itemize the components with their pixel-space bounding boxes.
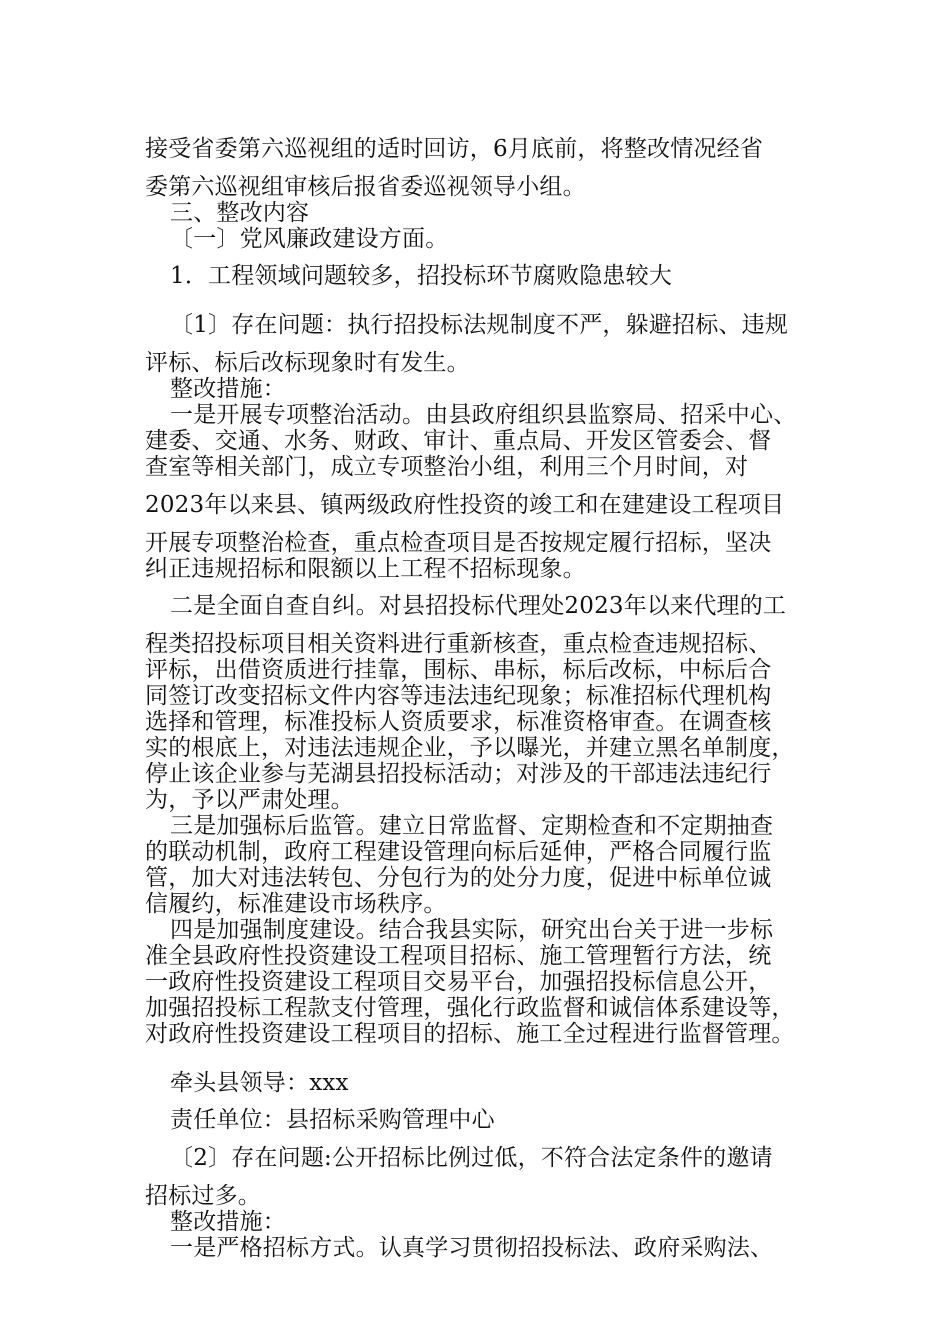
paragraph-line: 接受省委第六巡视组的适时回访，6月底前，将整改情况经省 (145, 136, 764, 162)
paragraph-line: 加强招投标工程款支付管理，强化行政监督和诚信体系建设等， (145, 995, 795, 1021)
paragraph-line: 一是开展专项整治活动。由县政府组织县监察局、招采中心、 (170, 402, 797, 428)
paragraph-line: 的联动机制，政府工程建设管理向标后延伸，严格合同履行监 (145, 839, 772, 865)
paragraph-line: 招标过多。 (145, 1183, 261, 1209)
paragraph-line: 2023年以来县、镇两级政府性投资的竣工和在建建设工程项目 (145, 492, 785, 518)
subsection-heading: 〔一〕党风廉政建设方面。 (170, 226, 449, 252)
responsible-unit: 责任单位：县招标采购管理中心 (170, 1107, 495, 1133)
paragraph-line: 同签订改变招标文件内容等违法违纪现象；标准招标代理机构 (145, 683, 772, 709)
paragraph-line: 一是严格招标方式。认真学习贯彻招投标法、政府采购法、 (170, 1235, 774, 1261)
paragraph-line: 管，加大对违法转包、分包行为的处分力度，促进中标单位诚 (145, 865, 772, 891)
section-heading: 三、整改内容 (170, 200, 310, 226)
paragraph-line: 为，予以严肃处理。 (145, 787, 354, 813)
paragraph-line: 四是加强制度建设。结合我县实际，研究出台关于进一步标 (170, 917, 774, 943)
item-heading: 1．工程领域问题较多，招投标环节腐败隐患较大 (170, 263, 673, 289)
paragraph-line: 评标，出借资质进行挂靠，围标、串标，标后改标，中标后合 (145, 657, 772, 683)
paragraph-line: 信履约，标准建设市场秩序。 (145, 891, 447, 917)
paragraph-line: 委第六巡视组审核后报省委巡视领导小组。 (145, 174, 586, 200)
paragraph-line: 选择和管理，标准投标人资质要求，标准资格审查。在调查核 (145, 709, 772, 735)
paragraph-line: 一政府性投资建设工程项目交易平台，加强招投标信息公开， (145, 969, 772, 995)
paragraph-line: 实的根底上，对违法违规企业，予以曝光，并建立黑名单制度， (145, 735, 795, 761)
lead-official: 牵头县领导：xxx (170, 1070, 349, 1096)
paragraph-line: 〔1〕存在问题：执行招投标法规制度不严，躲避招标、违规 (170, 312, 789, 338)
paragraph-line: 建委、交通、水务、财政、审计、重点局、开发区管委会、督 (145, 428, 772, 454)
paragraph-line: 三是加强标后监管。建立日常监督、定期检查和不定期抽查 (170, 813, 774, 839)
measures-label: 整改措施： (170, 1209, 286, 1235)
paragraph-line: 对政府性投资建设工程项目的招标、施工全过程进行监督管理。 (145, 1021, 795, 1047)
paragraph-line: 二是全面自查自纠。对县招投标代理处2023年以来代理的工 (170, 593, 787, 619)
measures-label: 整改措施： (170, 376, 286, 402)
paragraph-line: 〔2〕存在问题:公开招标比例过低，不符合法定条件的邀请 (170, 1145, 773, 1171)
paragraph-line: 查室等相关部门，成立专项整治小组，利用三个月时间，对 (145, 454, 749, 480)
paragraph-line: 评标、标后改标现象时有发生。 (145, 350, 470, 376)
paragraph-line: 程类招投标项目相关资料进行重新核查，重点检查违规招标、 (145, 631, 772, 657)
paragraph-line: 准全县政府性投资建设工程项目招标、施工管理暂行方法，统 (145, 943, 772, 969)
paragraph-line: 开展专项整治检查，重点检查项目是否按规定履行招标，坚决 (145, 530, 772, 556)
paragraph-line: 纠正违规招标和限额以上工程不招标现象。 (145, 556, 586, 582)
paragraph-line: 停止该企业参与芜湖县招投标活动；对涉及的干部违法违纪行 (145, 761, 772, 787)
